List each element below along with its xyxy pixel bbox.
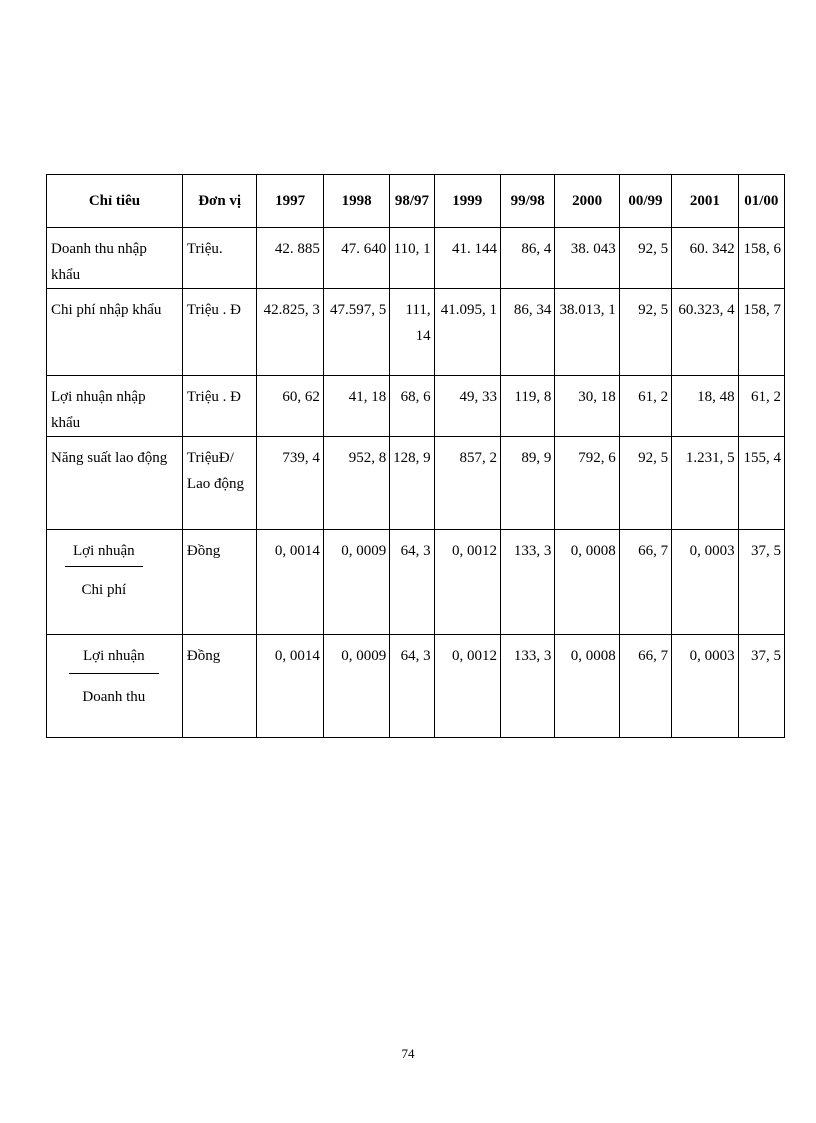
column-header: 1998 — [323, 175, 389, 228]
table-cell: 0, 0003 — [672, 635, 738, 738]
table-cell: 133, 3 — [501, 635, 555, 738]
table-row — [47, 228, 785, 289]
table-row — [47, 437, 785, 530]
table-cell: 110, 1 — [390, 228, 434, 289]
table-row — [47, 289, 785, 376]
column-header: 01/00 — [738, 175, 784, 228]
table-cell: 0, 0014 — [257, 635, 323, 738]
table-cell: 0, 0012 — [434, 635, 500, 738]
table-cell: 0, 0003 — [672, 530, 738, 635]
table-cell: 41, 18 — [323, 376, 389, 437]
page-number: 74 — [401, 1046, 415, 1061]
table-cell: 38. 043 — [555, 228, 619, 289]
table-cell: 155, 4 — [738, 437, 784, 530]
table-cell: 0, 0008 — [555, 530, 619, 635]
table-cell: 66, 7 — [619, 530, 671, 635]
table-cell: 60. 342 — [672, 228, 738, 289]
column-header: Chỉ tiêu — [47, 175, 183, 228]
column-header: 2001 — [672, 175, 738, 228]
row-unit: Đồng — [182, 635, 257, 738]
row-label-fraction — [47, 530, 183, 635]
table-cell: 64, 3 — [390, 530, 434, 635]
row-unit: Triệu. — [182, 228, 257, 289]
fraction-numerator: Lợi nhuận — [69, 643, 159, 674]
table-cell: 0, 0009 — [323, 530, 389, 635]
data-table — [46, 174, 785, 738]
row-label: Chi phí nhập khẩu — [47, 289, 183, 376]
table-cell: 38.013, 1 — [555, 289, 619, 376]
table-cell: 47. 640 — [323, 228, 389, 289]
table-cell: 0, 0008 — [555, 635, 619, 738]
column-header: Đơn vị — [182, 175, 257, 228]
table-cell: 158, 7 — [738, 289, 784, 376]
table-cell: 92, 5 — [619, 228, 671, 289]
row-label: Lợi nhuận nhập khẩu — [47, 376, 183, 437]
column-header: 1999 — [434, 175, 500, 228]
row-unit: TriệuĐ/ Lao động — [182, 437, 257, 530]
column-header: 00/99 — [619, 175, 671, 228]
fraction-label — [51, 538, 143, 603]
wrapped-value: 111, 14 — [405, 302, 431, 344]
table-cell — [390, 289, 434, 376]
table-cell: 0, 0012 — [434, 530, 500, 635]
table-cell: 42.825, 3 — [257, 289, 323, 376]
row-unit: Đồng — [182, 530, 257, 635]
table-row — [47, 376, 785, 437]
table-cell: 86, 4 — [501, 228, 555, 289]
table-cell: 119, 8 — [501, 376, 555, 437]
table-cell: 0, 0014 — [257, 530, 323, 635]
table-cell: 0, 0009 — [323, 635, 389, 738]
table-cell: 60.323, 4 — [672, 289, 738, 376]
column-header: 1997 — [257, 175, 323, 228]
table-row — [47, 635, 785, 738]
row-unit: Triệu . Đ — [182, 376, 257, 437]
table-row — [47, 530, 785, 635]
table-cell: 61, 2 — [738, 376, 784, 437]
table-cell: 86, 34 — [501, 289, 555, 376]
column-header: 99/98 — [501, 175, 555, 228]
column-header: 2000 — [555, 175, 619, 228]
table-cell: 49, 33 — [434, 376, 500, 437]
table-cell: 42. 885 — [257, 228, 323, 289]
table-cell: 37, 5 — [738, 635, 784, 738]
table-cell: 30, 18 — [555, 376, 619, 437]
table-cell: 952, 8 — [323, 437, 389, 530]
fraction-label — [51, 643, 159, 710]
table-cell: 37, 5 — [738, 530, 784, 635]
table-cell: 857, 2 — [434, 437, 500, 530]
row-label: Năng suất lao động — [47, 437, 183, 530]
table-cell: 128, 9 — [390, 437, 434, 530]
table-header-row — [47, 175, 785, 228]
table-cell: 158, 6 — [738, 228, 784, 289]
row-unit: Triệu . Đ — [182, 289, 257, 376]
table-cell: 792, 6 — [555, 437, 619, 530]
row-label: Doanh thu nhập khẩu — [47, 228, 183, 289]
table-cell: 18, 48 — [672, 376, 738, 437]
table-cell: 89, 9 — [501, 437, 555, 530]
fraction-denominator: Chi phí — [81, 582, 127, 598]
table-cell: 739, 4 — [257, 437, 323, 530]
table-cell: 41.095, 1 — [434, 289, 500, 376]
row-label-fraction — [47, 635, 183, 738]
table-cell: 133, 3 — [501, 530, 555, 635]
fraction-denominator: Doanh thu — [82, 689, 146, 705]
table-cell: 66, 7 — [619, 635, 671, 738]
table-cell: 92, 5 — [619, 289, 671, 376]
fraction-numerator: Lợi nhuận — [65, 538, 143, 567]
column-header: 98/97 — [390, 175, 434, 228]
table-cell: 64, 3 — [390, 635, 434, 738]
table-cell: 60, 62 — [257, 376, 323, 437]
table-cell: 1.231, 5 — [672, 437, 738, 530]
table-cell: 61, 2 — [619, 376, 671, 437]
table-cell: 47.597, 5 — [323, 289, 389, 376]
table-cell: 92, 5 — [619, 437, 671, 530]
table-cell: 68, 6 — [390, 376, 434, 437]
table-cell: 41. 144 — [434, 228, 500, 289]
